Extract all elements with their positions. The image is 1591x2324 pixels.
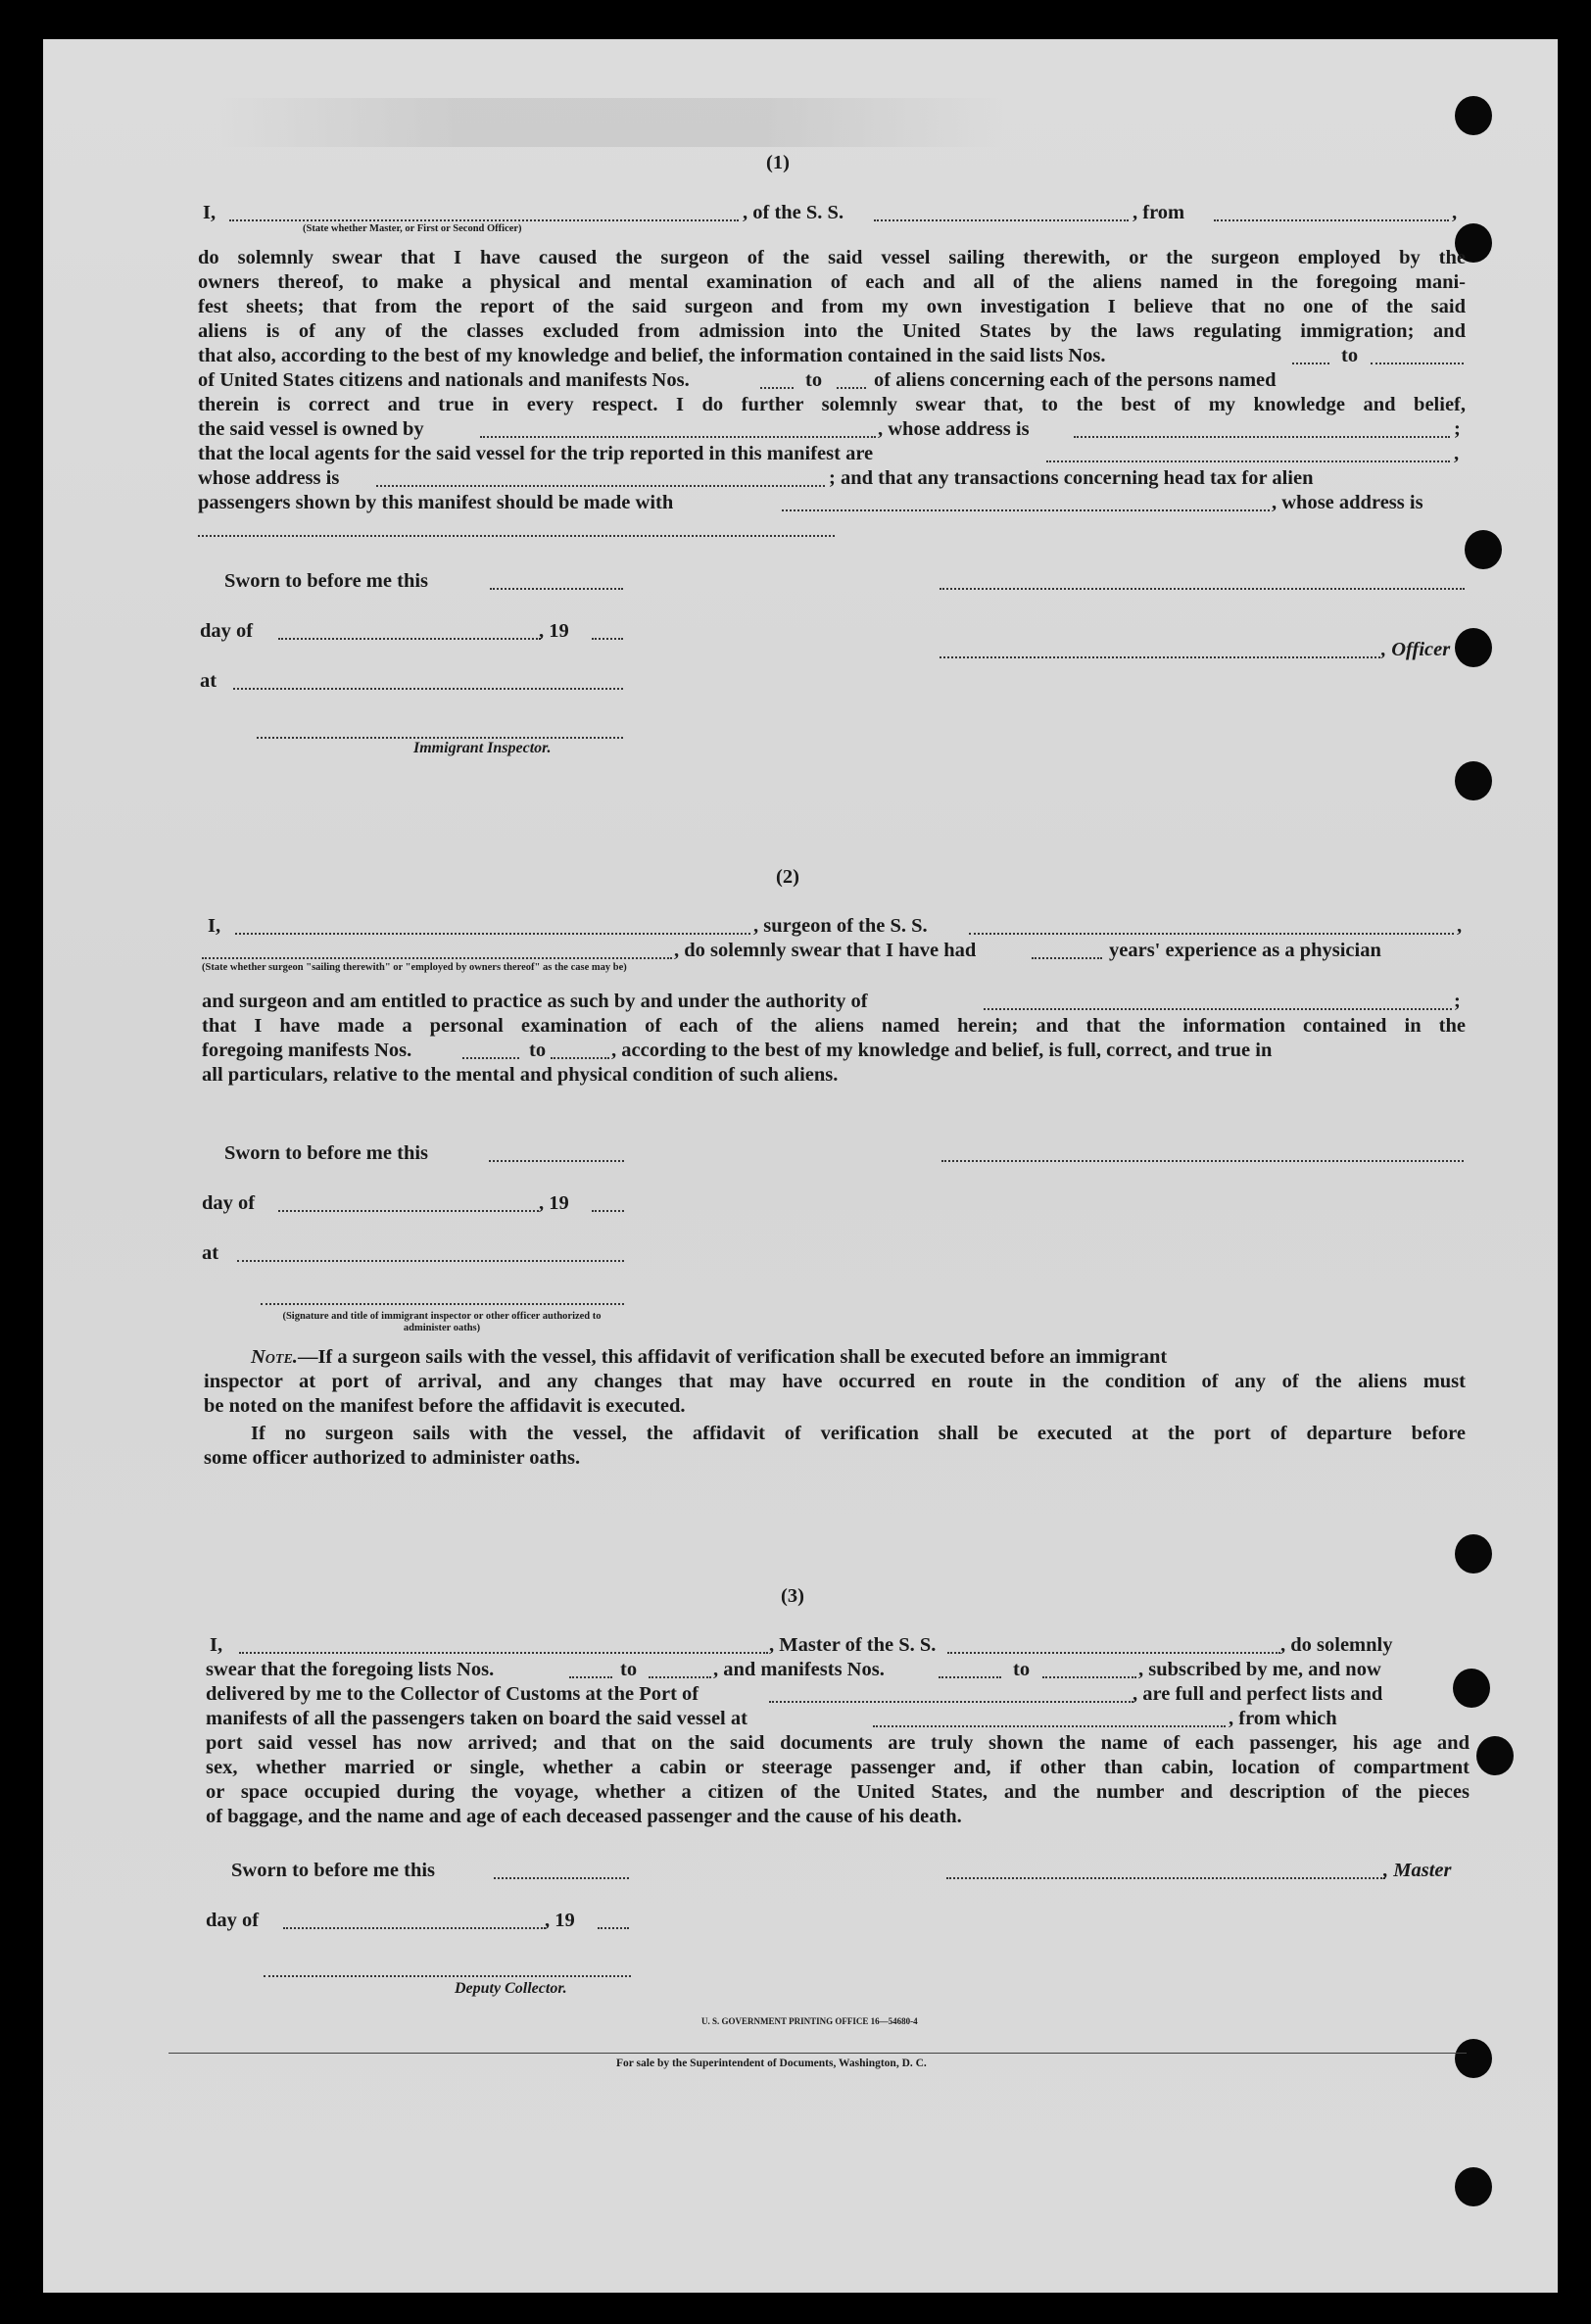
manifests-to-blank[interactable] (1042, 1676, 1136, 1678)
binder-hole (1453, 1669, 1490, 1708)
officer-title-blank[interactable] (940, 656, 1380, 658)
oath3-line: , from which (1229, 1708, 1337, 1729)
semicolon: ; (1454, 418, 1461, 440)
master-signature-blank[interactable] (946, 1877, 1385, 1879)
lists-to-blank[interactable] (649, 1676, 711, 1678)
oath1-line: therein is correct and true in every respect. I do further solemnly swear that, to the best of my knowledge and belief, (198, 394, 1466, 415)
oath2-line: that I have made a personal examination of each of the aliens named herein; and that the information contained in the (202, 1015, 1466, 1037)
oath2-line: years' experience as a physician (1109, 940, 1381, 961)
officer-name-blank[interactable] (229, 219, 739, 221)
sworn-label: Sworn to before me this (231, 1860, 436, 1881)
embarkation-port-blank[interactable] (873, 1725, 1226, 1727)
binder-hole (1455, 1534, 1492, 1574)
lists-from-blank[interactable] (569, 1676, 612, 1678)
place-blank[interactable] (237, 1260, 624, 1262)
officer-signature-blank[interactable] (940, 588, 1465, 590)
oath3-line: sex, whether married or single, whether a cabin or steerage passenger and, if other than cabin, location of compartment (206, 1757, 1470, 1778)
from-label: , from (1133, 202, 1185, 223)
day-of-label: day of (206, 1910, 260, 1931)
oath3-line: , and manifests Nos. (713, 1659, 885, 1680)
oath2-line: all particulars, relative to the mental and physical condition of such aliens. (202, 1064, 839, 1086)
to-label: to (1341, 345, 1359, 366)
sworn-day-blank[interactable] (489, 1160, 624, 1162)
manifests-from-blank[interactable] (462, 1057, 519, 1059)
sworn-label: Sworn to before me this (224, 1142, 429, 1164)
oath1-line: owners thereof, to make a physical and mental examination of each and all of the aliens named in the foregoing mani- (198, 271, 1466, 293)
manifests-to-blank[interactable] (837, 387, 866, 389)
year-blank[interactable] (598, 1927, 629, 1929)
to-label: to (805, 369, 823, 391)
oath1-line: passengers shown by this manifest should be made with (198, 492, 674, 513)
deputy-label: Deputy Collector. (455, 1980, 567, 1997)
ship-name-blank[interactable] (947, 1652, 1280, 1654)
head-tax-agent-blank[interactable] (782, 509, 1270, 511)
oath3-line: port said vessel has now arrived; and that on the said documents are truly shown the name of each passenger, his age and (206, 1732, 1470, 1754)
section-number: (2) (776, 866, 799, 888)
owner-address-blank[interactable] (1074, 436, 1450, 438)
manifests-from-blank[interactable] (939, 1676, 1001, 1678)
section-number: (1) (766, 152, 790, 173)
authority-blank[interactable] (984, 1008, 1452, 1010)
note-line: If no surgeon sails with the vessel, the affidavit of verification shall be executed at the port of departure before (251, 1423, 1466, 1444)
year-label: , 19 (539, 620, 569, 642)
surgeon-name-blank[interactable] (235, 933, 750, 935)
oath3-line: delivered by me to the Collector of Customs at the Port of (206, 1683, 699, 1705)
sworn-day-blank[interactable] (494, 1877, 629, 1879)
comma: , (1454, 443, 1460, 464)
footer-rule (169, 2053, 1467, 2054)
oath1-line: of United States citizens and nationals and manifests Nos. (198, 369, 690, 391)
surgeon-signature-blank[interactable] (941, 1160, 1464, 1162)
sale-imprint: For sale by the Superintendent of Documents, Washington, D. C. (616, 2058, 927, 2069)
inspector-label: Immigrant Inspector. (413, 740, 552, 756)
oath2-line: and surgeon and am entitled to practice as such by and under the authority of (202, 991, 868, 1012)
oath1-line: whose address is (198, 467, 340, 489)
day-of-label: day of (200, 620, 254, 642)
oath1-line: that the local agents for the said vessel for the trip reported in this manifest are (198, 443, 874, 464)
signature-hint: (Signature and title of immigrant inspector or other officer authorized to administer oaths) (282, 1311, 602, 1333)
oath3-line: , subscribed by me, and now (1138, 1659, 1381, 1680)
oath2-line: foregoing manifests Nos. (202, 1040, 412, 1061)
master-label: , Master (1383, 1860, 1452, 1881)
note-label: Note. (251, 1346, 298, 1368)
binder-hole (1455, 2039, 1492, 2078)
year-blank[interactable] (592, 1210, 624, 1212)
sworn-label: Sworn to before me this (224, 570, 429, 592)
oath1-line: fest sheets; that from the report of the said surgeon and from my own investigation I believe that no one of the said (198, 296, 1466, 317)
day-of-label: day of (202, 1192, 256, 1214)
oath-i: I, (203, 202, 217, 223)
binder-hole (1455, 96, 1492, 135)
to-label: to (620, 1659, 638, 1680)
section-number: (3) (781, 1585, 804, 1607)
binder-hole (1455, 628, 1492, 667)
local-agents-blank[interactable] (1046, 460, 1450, 462)
oath3-line: manifests of all the passengers taken on board the said vessel at (206, 1708, 747, 1729)
oath3-line: , are full and perfect lists and (1133, 1683, 1383, 1705)
oath1-line: do solemnly swear that I have caused the surgeon of the said vessel sailing therewith, or the surgeon employed by the (198, 247, 1466, 268)
of-ss-label: , of the S. S. (743, 202, 844, 223)
oath3-line: or space occupied during the voyage, whether a citizen of the United States, and the number and description of the pieces (206, 1781, 1470, 1803)
surgeon-of-label: , surgeon of the S. S. (753, 915, 928, 937)
head-tax-address-blank[interactable] (198, 535, 835, 537)
whose-address-label: , whose address is (1272, 492, 1423, 513)
oath1-line: of aliens concerning each of the persons named (874, 369, 1277, 391)
month-blank[interactable] (278, 1210, 539, 1212)
note-line: some officer authorized to administer oaths. (204, 1447, 581, 1469)
month-blank[interactable] (278, 638, 541, 640)
ship-name-blank[interactable] (969, 933, 1454, 935)
owner-blank[interactable] (480, 436, 876, 438)
binder-hole (1455, 2167, 1492, 2206)
lists-to-blank[interactable] (1371, 363, 1464, 364)
month-blank[interactable] (283, 1927, 546, 1929)
note-line (251, 1345, 1167, 1370)
oath3-line: of baggage, and the name and age of each deceased passenger and the cause of his death. (206, 1806, 962, 1827)
oath3-line: , do solemnly (1280, 1634, 1393, 1656)
surgeon-status-hint: (State whether surgeon "sailing therewith" or "employed by owners thereof" as the case may be) (202, 962, 627, 973)
binder-hole (1476, 1736, 1514, 1775)
manifests-to-blank[interactable] (551, 1057, 609, 1059)
manifests-from-blank[interactable] (760, 387, 794, 389)
years-blank[interactable] (1032, 957, 1102, 959)
bleed-through-shadow (219, 98, 1003, 147)
oath1-line: aliens is of any of the classes excluded from admission into the United States by the laws regulating immigration; and (198, 320, 1466, 342)
binder-hole (1465, 530, 1502, 569)
agents-address-blank[interactable] (376, 485, 825, 487)
oath2-line: , do solemnly swear that I have had (674, 940, 977, 961)
oath3-line: swear that the foregoing lists Nos. (206, 1659, 495, 1680)
comma: , (1457, 915, 1463, 937)
oath1-line: that also, according to the best of my knowledge and belief, the information contained in the said lists Nos. (198, 345, 1106, 366)
surgeon-status-blank[interactable] (202, 957, 672, 959)
oath-i: I, (208, 915, 221, 937)
officer-hint: (State whether Master, or First or Second Officer) (303, 223, 522, 234)
ship-name-blank[interactable] (874, 219, 1129, 221)
whose-address-label: , whose address is (878, 418, 1030, 440)
oath-i: I, (210, 1634, 223, 1656)
oath2-line: , according to the best of my knowledge and belief, is full, correct, and true in (611, 1040, 1273, 1061)
oath1-line: the said vessel is owned by (198, 418, 424, 440)
place-blank[interactable] (233, 688, 623, 690)
binder-hole (1455, 761, 1492, 800)
form-sheet (43, 39, 1558, 2293)
to-label: to (1013, 1659, 1031, 1680)
oath1-line: ; and that any transactions concerning head tax for alien (829, 467, 1314, 489)
from-port-blank[interactable] (1214, 219, 1449, 221)
year-blank[interactable] (592, 638, 623, 640)
deputy-signature-blank[interactable] (264, 1975, 631, 1977)
inspector-signature-blank[interactable] (261, 1303, 624, 1305)
note-text: —If a surgeon sails with the vessel, this affidavit of verification shall be executed before an immigrant (297, 1346, 1168, 1368)
port-blank[interactable] (769, 1701, 1133, 1703)
comma: , (1452, 202, 1458, 223)
year-label: , 19 (545, 1910, 575, 1931)
to-label: to (529, 1040, 547, 1061)
at-label: at (200, 670, 217, 692)
master-of-label: , Master of the S. S. (769, 1634, 937, 1656)
lists-from-blank[interactable] (1292, 363, 1329, 364)
year-label: , 19 (539, 1192, 569, 1214)
note-line: inspector at port of arrival, and any changes that may have occurred en route in the condition of any of the aliens must (204, 1371, 1466, 1392)
at-label: at (202, 1242, 219, 1264)
note-line: be noted on the manifest before the affidavit is executed. (204, 1395, 686, 1417)
officer-label: , Officer (1381, 639, 1451, 660)
sworn-day-blank[interactable] (490, 588, 623, 590)
semicolon: ; (1454, 991, 1461, 1012)
master-name-blank[interactable] (239, 1652, 768, 1654)
printing-office-imprint: U. S. GOVERNMENT PRINTING OFFICE 16—54680-4 (701, 2016, 918, 2026)
